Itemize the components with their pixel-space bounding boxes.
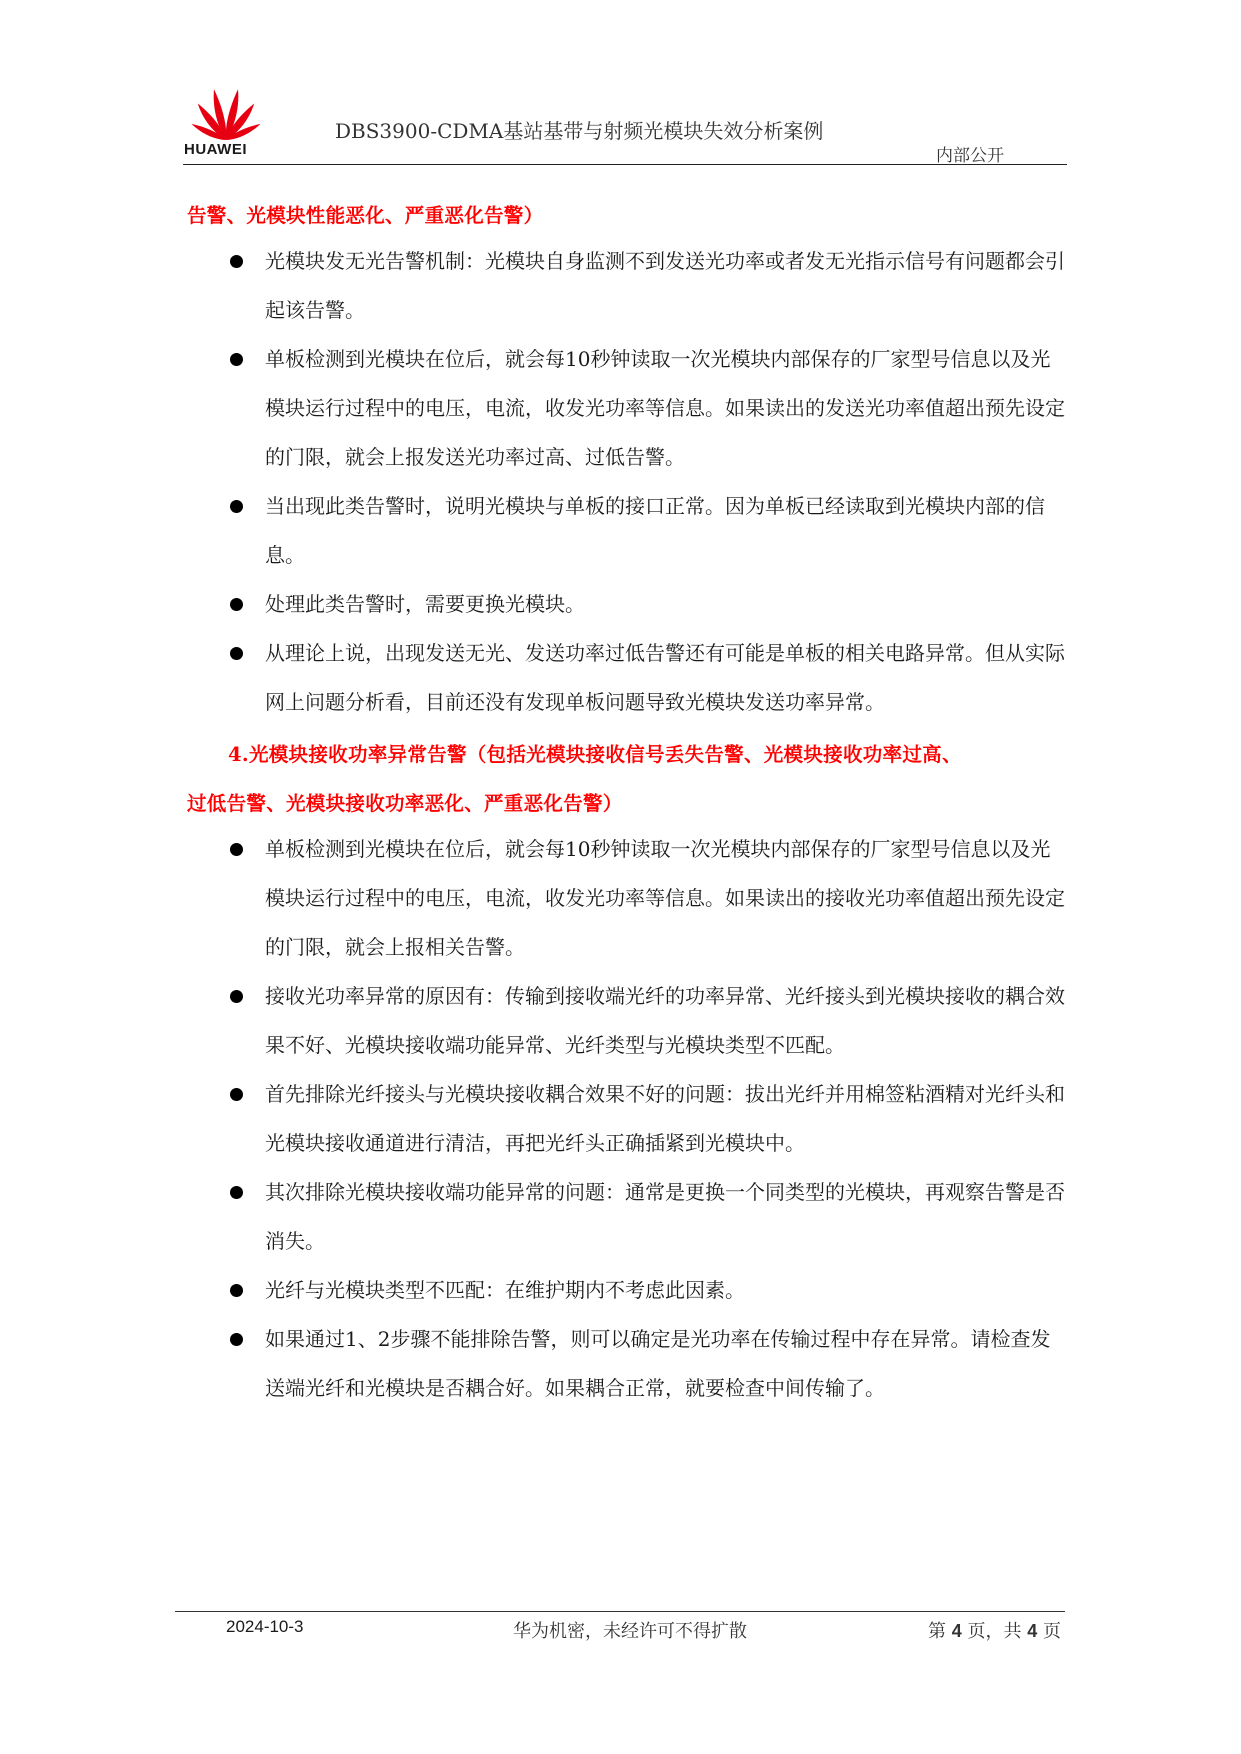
bullet-dot-icon	[230, 1284, 243, 1297]
bullet-item: 接收光功率异常的原因有：传输到接收端光纤的功率异常、光纤接头到光模块接收的耦合效果不好、光模块接收端功能异常、光纤类型与光模块类型不匹配。	[265, 984, 1065, 1057]
bullet-dot-icon	[230, 353, 243, 366]
bullet-item: 单板检测到光模块在位后，就会每10秒钟读取一次光模块内部保存的厂家型号信息以及光模块运行过程中的电压，电流，收发光功率等信息。如果读出的发送光功率值超出预先设定的门限，就会上报发送光功率过高、过低告警。	[265, 347, 1065, 469]
section-heading: 告警、光模块性能恶化、严重恶化告警）	[187, 204, 544, 227]
bullet-dot-icon	[230, 598, 243, 611]
page-suffix: 页	[1042, 1621, 1061, 1642]
bullet-dot-icon	[230, 1088, 243, 1101]
document-title: DBS3900-CDMA基站基带与射频光模块失效分析案例	[335, 119, 824, 143]
bullet-item: 首先排除光纤接头与光模块接收耦合效果不好的问题：拔出光纤并用棉签粘酒精对光纤头和光模块接收通道进行清洁，再把光纤头正确插紧到光模块中。	[265, 1082, 1065, 1155]
bullet-dot-icon	[230, 647, 243, 660]
page-prefix: 第	[928, 1621, 946, 1642]
section-heading: 过低告警、光模块接收功率恶化、严重恶化告警）	[187, 792, 623, 815]
footer-divider	[175, 1611, 1065, 1612]
bullet-item: 当出现此类告警时，说明光模块与单板的接口正常。因为单板已经读取到光模块内部的信息。	[265, 494, 1045, 567]
classification-label: 内部公开	[936, 146, 1004, 166]
bullet-dot-icon	[230, 500, 243, 513]
bullet-item: 单板检测到光模块在位后，就会每10秒钟读取一次光模块内部保存的厂家型号信息以及光模块运行过程中的电压，电流，收发光功率等信息。如果读出的接收光功率值超出预先设定的门限，就会上报相关告警。	[265, 837, 1065, 959]
bullet-item: 光纤与光模块类型不匹配：在维护期内不考虑此因素。	[265, 1278, 745, 1302]
bullet-dot-icon	[230, 843, 243, 856]
bullet-dot-icon	[230, 1186, 243, 1199]
bullet-dot-icon	[230, 1333, 243, 1346]
footer-confidential-notice: 华为机密，未经许可不得扩散	[513, 1621, 747, 1642]
page-total: 4	[1027, 1621, 1038, 1641]
footer-date: 2024-10-3	[226, 1617, 304, 1636]
bullet-item: 其次排除光模块接收端功能异常的问题：通常是更换一个同类型的光模块，再观察告警是否消失。	[265, 1180, 1065, 1253]
page-current: 4	[951, 1621, 962, 1641]
bullet-dot-icon	[230, 255, 243, 268]
bullet-item: 光模块发无光告警机制：光模块自身监测不到发送光功率或者发无光指示信号有问题都会引起该告警。	[265, 249, 1065, 322]
section-heading: 4.光模块接收功率异常告警（包括光模块接收信号丢失告警、光模块接收功率过高、	[228, 743, 962, 766]
page-number	[928, 1617, 1061, 1643]
logo-wordmark: HUAWEI	[184, 141, 247, 158]
page-middle: 页，共	[967, 1621, 1022, 1642]
bullet-item: 处理此类告警时，需要更换光模块。	[265, 592, 585, 616]
header-divider	[183, 164, 1067, 165]
bullet-item: 如果通过1、2步骤不能排除告警，则可以确定是光功率在传输过程中存在异常。请检查发送端光纤和光模块是否耦合好。如果耦合正常，就要检查中间传输了。	[265, 1327, 1051, 1400]
bullet-dot-icon	[230, 990, 243, 1003]
bullet-item: 从理论上说，出现发送无光、发送功率过低告警还有可能是单板的相关电路异常。但从实际网上问题分析看，目前还没有发现单板问题导致光模块发送功率异常。	[265, 641, 1065, 714]
